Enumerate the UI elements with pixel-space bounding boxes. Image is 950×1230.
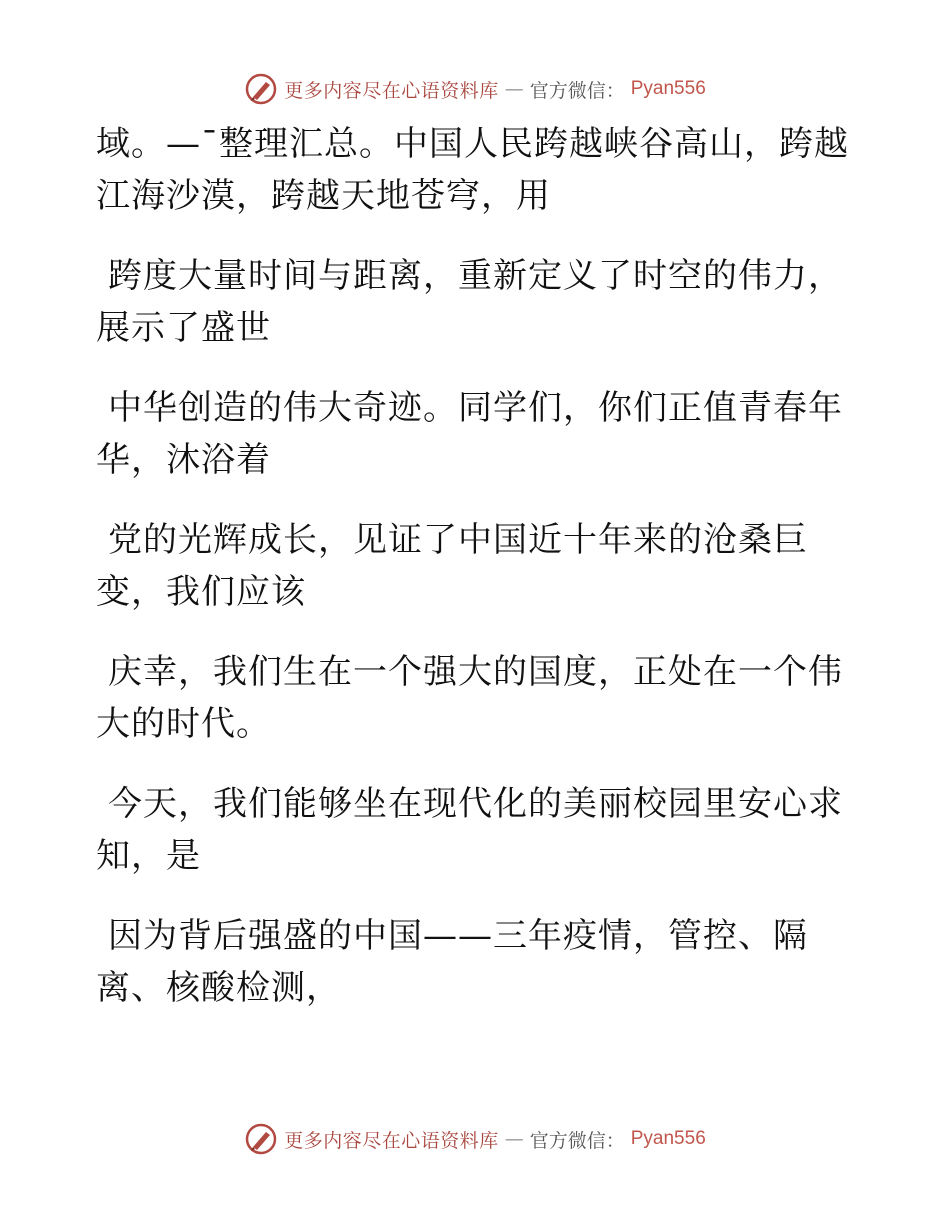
text-line: 中华创造的伟大奇迹。同学们，你们正值青春年: [108, 388, 843, 428]
text-line: 江海沙漠，跨越天地苍穹，用: [96, 176, 551, 216]
banner-title: 更多内容尽在心语资料库: [284, 79, 499, 102]
text-line: 跨度大量时间与距离，重新定义了时空的伟力，: [108, 256, 843, 296]
paragraph: [96, 250, 843, 354]
paragraph: [96, 910, 836, 1014]
paragraph: [96, 646, 843, 750]
text-line: 因为背后强盛的中国——三年疫情，管控、隔: [108, 916, 808, 956]
text-line: 党的光辉成长，见证了中国近十年来的沧桑巨: [108, 520, 808, 560]
wechat-label: 官方微信：: [529, 79, 625, 102]
text-line: 知，是: [96, 836, 201, 876]
header-banner: [0, 72, 950, 106]
text-line: 展示了盛世: [96, 308, 271, 348]
pen-logo-icon: [244, 72, 278, 106]
text-line: 大的时代。: [96, 704, 271, 744]
paragraph: [96, 514, 836, 618]
wechat-id: Pyan556: [630, 1128, 706, 1149]
text-line: 离、核酸检测，: [96, 968, 341, 1008]
document-body: [96, 118, 849, 1042]
footer-banner: [0, 1122, 950, 1156]
text-line: 域。—¯整理汇总。中国人民跨越峡谷高山，跨越: [96, 124, 849, 164]
text-line: 变，我们应该: [96, 572, 306, 612]
pen-logo-icon: [244, 1122, 278, 1156]
wechat-id: Pyan556: [630, 78, 706, 99]
text-line: 华，沐浴着: [96, 440, 271, 480]
banner-separator: —: [504, 1128, 524, 1150]
paragraph: [96, 118, 849, 222]
banner-title: 更多内容尽在心语资料库: [284, 1129, 499, 1152]
paragraph: [96, 778, 843, 882]
text-line: 庆幸，我们生在一个强大的国度，正处在一个伟: [108, 652, 843, 692]
paragraph: [96, 382, 843, 486]
wechat-label: 官方微信：: [529, 1129, 625, 1152]
text-line: 今天，我们能够坐在现代化的美丽校园里安心求: [108, 784, 843, 824]
banner-separator: —: [504, 78, 524, 100]
